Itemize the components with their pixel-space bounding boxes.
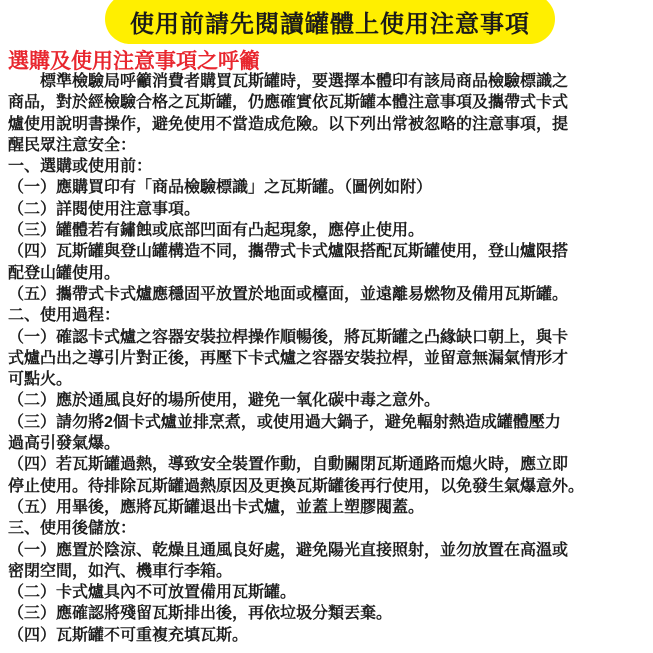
text-line: 停止使用。待排除瓦斯罐過熱原因及更換瓦斯罐後再行使用，以免發生氣爆意外。 [8,477,585,495]
document-body [8,71,648,646]
text-line: （一）確認卡式爐之容器安裝拉桿操作順暢後，將瓦斯罐之凸緣缺口朝上，與卡 [8,328,569,346]
text-line: （一）應購買印有「商品檢驗標識」之瓦斯罐。（圖例如附） [8,179,433,197]
text-line: （四）瓦斯罐不可重複充填瓦斯。 [8,626,249,644]
banner-title: 使用前請先閱讀罐體上使用注意事項 [130,10,530,38]
text-line: 過高引發氣爆。 [8,435,121,453]
text-line: （二）應於通風良好的場所使用，避免一氧化碳中毒之意外。 [8,392,441,410]
text-line: 二、使用過程： [8,307,121,325]
text-line: （二）詳閱使用注意事項。 [8,200,201,218]
text-line: （三）應確認將殘留瓦斯排出後，再依垃圾分類丟棄。 [8,605,393,623]
text-line: （二）卡式爐具內不可放置備用瓦斯罐。 [8,584,297,602]
text-line: 醒民眾注意安全： [8,136,137,154]
text-line: （四）若瓦斯罐過熱，導致安全裝置作動，自動關閉瓦斯通路而熄火時，應立即 [8,456,569,474]
text-line: （一）應置於陰涼、乾燥且通風良好處，避免陽光直接照射，並勿放置在高溫或 [8,541,569,559]
text-line: 爐使用說明書操作，避免使用不當造成危險。以下列出常被忽略的注意事項，提 [8,115,569,133]
text-line: 式爐凸出之導引片對正後，再壓下卡式爐之容器安裝拉桿，並留意無漏氣情形才 [8,349,569,367]
text-line: 標準檢驗局呼籲消費者購買瓦斯罐時，要選擇本體印有該局商品檢驗標識之 [8,73,569,90]
text-line: （五）攜帶式卡式爐應穩固平放置於地面或檯面，並遠離易燃物及備用瓦斯罐。 [8,285,569,303]
text-line: 三、使用後儲放： [8,520,137,538]
text-line: 商品，對於經檢驗合格之瓦斯罐，仍應確實依瓦斯罐本體注意事項及攜帶式卡式 [8,94,569,112]
text-line: （五）用畢後，應將瓦斯罐退出卡式爐，並蓋上塑膠閥蓋。 [8,498,425,516]
text-line: （四）瓦斯罐與登山罐構造不同，攜帶式卡式爐限搭配瓦斯罐使用，登山爐限搭 [8,243,569,261]
title-banner [105,0,555,44]
text-line: 可點火。 [8,371,73,389]
text-line: 一、選購或使用前： [8,158,153,176]
text-line: （三）請勿將2個卡式爐並排烹煮，或使用過大鍋子，避免輻射熱造成罐體壓力 [8,413,561,431]
text-line: 密閉空間，如汽、機車行李箱。 [8,562,233,580]
text-line: 配登山罐使用。 [8,264,121,282]
section-heading: 選購及使用注意事項之呼籲 [8,50,260,73]
text-line: （三）罐體若有鏽蝕或底部凹面有凸起現象，應停止使用。 [8,222,425,240]
